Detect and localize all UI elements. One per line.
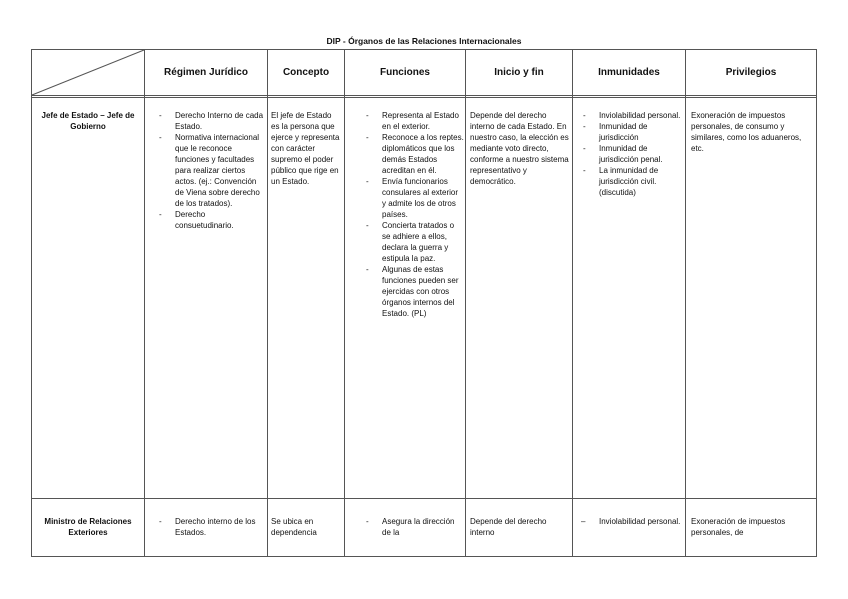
cell-inmunidades — [577, 516, 683, 527]
column-divider — [465, 49, 466, 557]
column-header-inicio-fin: Inicio y fin — [494, 66, 544, 78]
header-diagonal-line — [31, 49, 145, 96]
list-item: - Derecho Interno de cada Estado. — [153, 110, 265, 132]
cell-concepto — [271, 516, 342, 538]
column-header-regimen: Régimen Jurídico — [164, 66, 248, 78]
list-item: - Inmunidad de jurisdicción penal. — [577, 143, 683, 165]
concepto-text: El jefe de Estado es la persona que ejerce y representa con carácter supremo el poder público que rige en un Estado. — [271, 111, 340, 186]
funciones-list — [360, 516, 464, 538]
regimen-list — [153, 110, 265, 231]
cell-regimen — [153, 110, 265, 231]
privilegios-text: Exoneración de impuestos personales, de — [691, 517, 786, 537]
inicio-fin-text: Depende del derecho interno — [470, 517, 547, 537]
organs-table — [31, 49, 817, 557]
column-divider — [144, 49, 145, 557]
column-header-inmunidades: Inmunidades — [598, 66, 660, 78]
list-item: - Envía funcionarios consulares al exterior y admite los de otros países. — [360, 176, 464, 220]
cell-privilegios — [691, 516, 813, 538]
list-item: - Derecho interno de los Estados. — [153, 516, 265, 538]
list-item: - La inmunidad de jurisdicción civil. (discutida) — [577, 165, 683, 198]
cell-privilegios — [691, 110, 813, 154]
list-item: - Inmunidad de jurisdicción — [577, 121, 683, 143]
inicio-fin-text: Depende del derecho interno de cada Estado. En nuestro caso, la elección es mediante voto directo, conforme a nuestro sistema representativo y democrático. — [470, 111, 569, 186]
funciones-list — [360, 110, 464, 319]
header-row-divider-double — [31, 97, 817, 98]
row-divider — [31, 498, 817, 499]
list-item: - Inviolabilidad personal. — [577, 110, 683, 121]
column-divider — [816, 49, 817, 557]
privilegios-text: Exoneración de impuestos personales, de consumo y similares, como los aduaneros, etc. — [691, 111, 802, 153]
column-header-privilegios: Privilegios — [725, 66, 777, 78]
list-item: - Asegura la dirección de la — [360, 516, 464, 538]
cell-inicio-fin — [470, 110, 570, 187]
concepto-text: Se ubica en dependencia — [271, 517, 317, 537]
list-item: – Inviolabilidad personal. — [577, 516, 683, 527]
column-divider — [685, 49, 686, 557]
list-item: - Concierta tratados o se adhiere a ellos, declara la guerra y estipula la paz. — [360, 220, 464, 264]
column-divider — [31, 49, 32, 557]
list-item: - Normativa internacional que le reconoce funciones y facultades para realizar ciertos actos. (ej.: Convención de Viena sobre derecho de los tratados). — [153, 132, 265, 209]
cell-concepto — [271, 110, 342, 187]
cell-funciones — [360, 516, 464, 538]
row-header-ministro: Ministro de Relaciones Exteriores — [44, 517, 132, 537]
list-item: - Algunas de estas funciones pueden ser ejercidas con otros órganos internos del Estado. (PL) — [360, 264, 464, 319]
list-item: - Derecho consuetudinario. — [153, 209, 265, 231]
table-border-bottom — [31, 556, 817, 557]
column-divider — [267, 49, 268, 557]
page-title: DIP - Órganos de las Relaciones Internacionales — [326, 36, 522, 46]
cell-inmunidades — [577, 110, 683, 198]
column-header-funciones: Funciones — [379, 66, 430, 78]
column-divider — [572, 49, 573, 557]
row-header-jefe-estado: Jefe de Estado – Jefe de Gobierno — [41, 111, 135, 131]
regimen-list — [153, 516, 265, 538]
column-divider — [344, 49, 345, 557]
list-item: - Reconoce a los reptes. diplomáticos que los demás Estados acreditan en él. — [360, 132, 464, 176]
cell-funciones — [360, 110, 464, 319]
list-item: - Representa al Estado en el exterior. — [360, 110, 464, 132]
inmunidades-list — [577, 516, 683, 527]
column-header-concepto: Concepto — [282, 66, 330, 78]
inmunidades-list — [577, 110, 683, 198]
header-row-divider — [31, 95, 817, 96]
cell-inicio-fin — [470, 516, 570, 538]
cell-regimen — [153, 516, 265, 538]
